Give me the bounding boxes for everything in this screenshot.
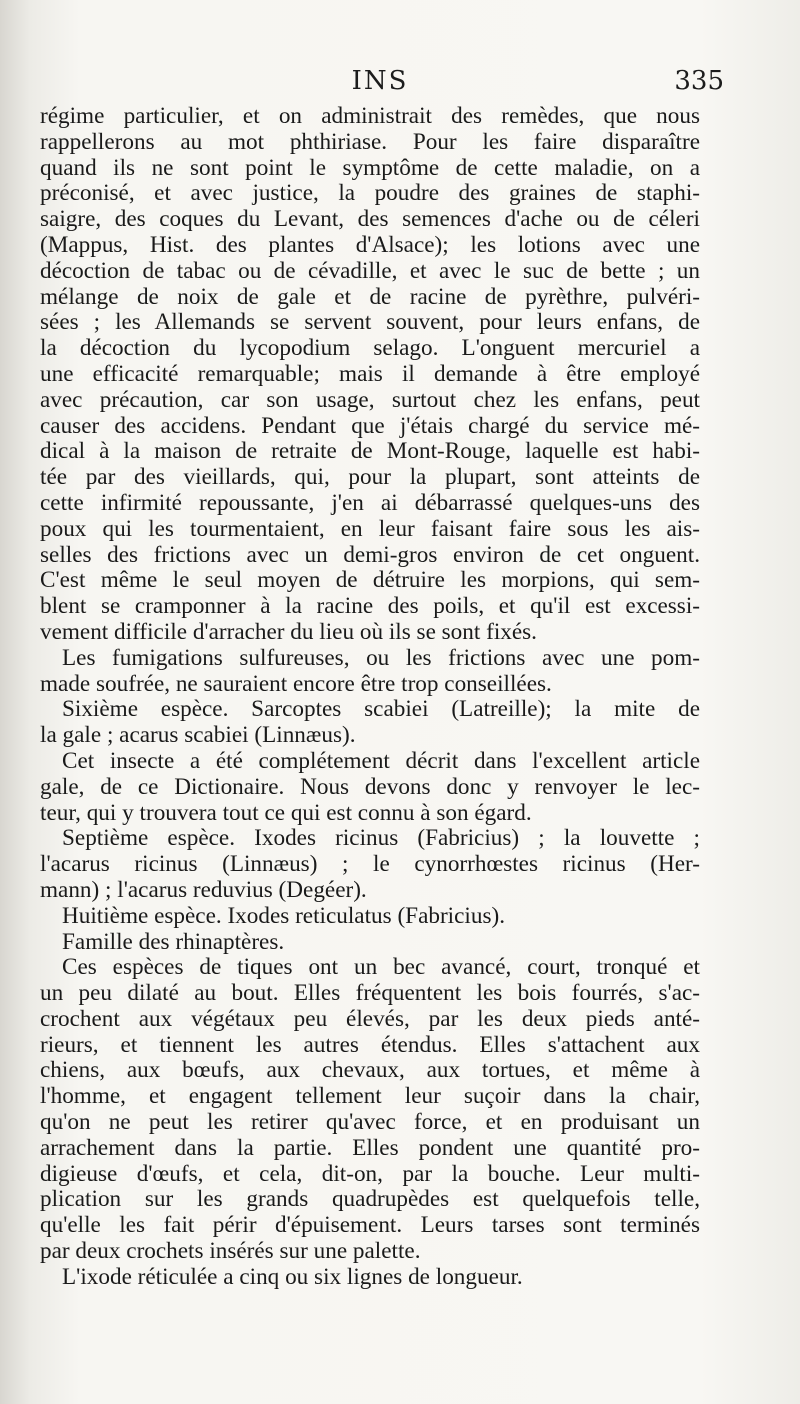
text-line: une efficacité remarquable; mais il demande à être employé	[40, 360, 700, 387]
text-line: teur, qui y trouvera tout ce qui est connu à son égard.	[40, 799, 532, 826]
text-line: rieurs, et tiennent les autres étendus. Elles s'attachent aux	[40, 1031, 700, 1058]
text-line: blent se cramponner à la racine des poils, et qu'il est excessi-	[40, 593, 700, 620]
text-line: cette infirmité repoussante, j'en ai débarrassé quelques-uns des	[40, 489, 700, 516]
text-line: décoction de tabac ou de cévadille, et avec le suc de bette ; un	[40, 257, 700, 284]
running-header	[40, 66, 724, 106]
text-line: Sixième espèce. Sarcoptes scabiei (Latreille); la mite de	[62, 696, 700, 723]
text-line: l'acarus ricinus (Linnæus) ; le cynorrhœstes ricinus (Her-	[40, 851, 700, 878]
text-line: digieuse d'œufs, et cela, dit-on, par la bouche. Leur multi-	[40, 1160, 700, 1187]
text-line: arrachement dans la partie. Elles pondent une quantité pro-	[40, 1134, 700, 1161]
text-line: régime particulier, et on administrait des remèdes, que nous	[40, 103, 700, 129]
text-line: L'ixode réticulée a cinq ou six lignes de longueur.	[62, 1263, 523, 1290]
text-line: l'homme, et engagent tellement leur suçoir dans la chair,	[40, 1083, 700, 1110]
text-line: quand ils ne sont point le symptôme de cette maladie, on a	[40, 154, 700, 181]
text-line: mann) ; l'acarus reduvius (Degéer).	[40, 876, 367, 903]
text-line: Les fumigations sulfureuses, ou les frictions avec une pom-	[62, 644, 700, 671]
text-line: plication sur les grands quadrupèdes est quelquefois telle,	[40, 1186, 700, 1213]
page-number: 335	[674, 66, 724, 96]
text-line: poux qui les tourmentaient, en leur faisant faire sous les ais-	[40, 515, 700, 542]
text-line: la décoction du lycopodium selago. L'onguent mercuriel a	[40, 335, 700, 362]
text-line: saigre, des coques du Levant, des semences d'ache ou de céleri	[40, 206, 700, 233]
text-line: Septième espèce. Ixodes ricinus (Fabricius) ; la louvette ;	[62, 825, 700, 852]
text-line: C'est même le seul moyen de détruire les morpions, qui sem-	[40, 567, 700, 594]
text-line: causer des accidens. Pendant que j'étais chargé du service mé-	[40, 412, 700, 439]
text-line: rappellerons au mot phthiriase. Pour les faire disparaître	[40, 128, 700, 155]
text-line: vement difficile d'arracher du lieu où ils se sont fixés.	[40, 618, 537, 645]
text-line: sées ; les Allemands se servent souvent, pour leurs enfans, de	[40, 309, 700, 336]
text-line: dical à la maison de retraite de Mont-Rouge, laquelle est habi-	[40, 438, 700, 465]
body-text	[40, 104, 700, 1291]
text-line: Famille des rhinaptères.	[62, 928, 285, 955]
text-line: avec précaution, car son usage, surtout chez les enfans, peut	[40, 386, 700, 413]
text-line: la gale ; acarus scabiei (Linnæus).	[40, 722, 356, 749]
text-line: par deux crochets insérés sur une palette.	[40, 1238, 421, 1265]
text-line: Cet insecte a été complétement décrit dans l'excellent article	[62, 747, 700, 774]
text-line: Huitième espèce. Ixodes reticulatus (Fabricius).	[62, 902, 505, 929]
text-line: selles des frictions avec un demi-gros environ de cet onguent.	[40, 541, 700, 568]
text-line: made soufrée, ne sauraient encore être trop conseillées.	[40, 670, 552, 697]
text-line: un peu dilaté au bout. Elles fréquentent les bois fourrés, s'ac-	[40, 980, 700, 1007]
text-line: gale, de ce Dictionaire. Nous devons donc y renvoyer le lec-	[40, 773, 700, 800]
text-line: crochent aux végétaux peu élevés, par les deux pieds anté-	[40, 1005, 700, 1032]
text-line: qu'elle les fait périr d'épuisement. Leurs tarses sont terminés	[40, 1212, 700, 1239]
text-line: mélange de noix de gale et de racine de pyrèthre, pulvéri-	[40, 283, 700, 310]
text-line: préconisé, et avec justice, la poudre des graines de staphi-	[40, 180, 700, 207]
running-head: INS	[351, 66, 409, 96]
text-line: qu'on ne peut les retirer qu'avec force, et en produisant un	[40, 1109, 700, 1136]
text-line: (Mappus, Hist. des plantes d'Alsace); les lotions avec une	[40, 231, 700, 258]
text-line: tée par des vieillards, qui, pour la plupart, sont atteints de	[40, 464, 700, 491]
text-line: chiens, aux bœufs, aux chevaux, aux tortues, et même à	[40, 1057, 700, 1084]
text-line: Ces espèces de tiques ont un bec avancé, court, tronqué et	[62, 954, 700, 981]
